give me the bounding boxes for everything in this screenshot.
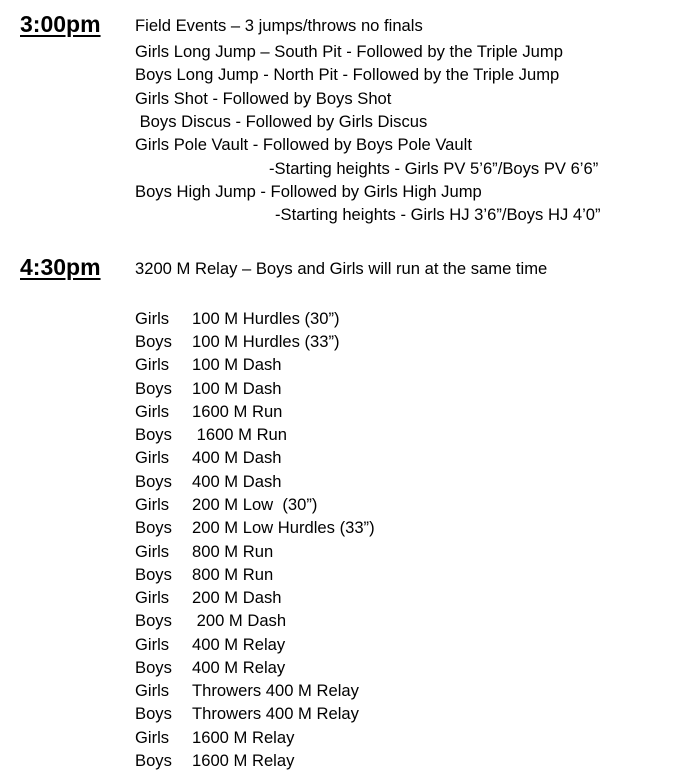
event-gender: Boys [135, 472, 172, 491]
event-name: 400 M Dash [192, 472, 282, 491]
event-name: 800 M Run [192, 565, 274, 584]
event-name: 800 M Run [192, 542, 274, 561]
event-row [135, 518, 375, 538]
event-name: 400 M Relay [192, 635, 286, 654]
field-event-line: Girls Pole Vault - Followed by Boys Pole Vault [135, 135, 472, 154]
event-gender: Girls [135, 635, 170, 654]
event-gender: Boys [135, 332, 172, 351]
event-gender: Girls [135, 588, 170, 607]
event-name: 400 M Dash [192, 448, 282, 467]
event-row [135, 611, 286, 631]
event-name: 200 M Low Hurdles (33”) [192, 518, 375, 537]
event-gender: Girls [135, 448, 170, 467]
event-row [135, 402, 282, 422]
relay-header: 3200 M Relay – Boys and Girls will run at the same time [135, 259, 548, 278]
event-row [135, 425, 287, 445]
field-event-line: Boys Long Jump - North Pit - Followed by the Triple Jump [135, 65, 560, 84]
event-row [135, 472, 281, 492]
time-430pm: 4:30pm [20, 254, 101, 280]
time-3pm: 3:00pm [20, 11, 101, 37]
event-gender: Girls [135, 542, 170, 561]
event-row [135, 565, 273, 585]
event-gender: Girls [135, 402, 170, 421]
event-name: 200 M Dash [192, 588, 282, 607]
event-gender: Girls [135, 728, 170, 747]
event-name: 200 M Dash [192, 611, 287, 630]
event-gender: Boys [135, 751, 172, 770]
field-event-line: Boys High Jump - Followed by Girls High Jump [135, 182, 482, 201]
event-row [135, 379, 281, 399]
starting-heights-pv: -Starting heights - Girls PV 5’6”/Boys PV 6’6” [269, 159, 599, 178]
field-events-header: Field Events – 3 jumps/throws no finals [135, 16, 423, 35]
event-name: 100 M Dash [192, 379, 282, 398]
event-name: 100 M Hurdles (30”) [192, 309, 340, 328]
event-gender: Boys [135, 658, 172, 677]
event-name: 1600 M Run [192, 402, 283, 421]
event-name: 100 M Hurdles (33”) [192, 332, 340, 351]
event-gender: Boys [135, 611, 172, 630]
event-row [135, 728, 294, 748]
event-row [135, 751, 294, 771]
event-row [135, 704, 359, 724]
event-gender: Girls [135, 309, 170, 328]
event-name: 1600 M Relay [192, 751, 295, 770]
event-name: 400 M Relay [192, 658, 286, 677]
event-gender: Boys [135, 518, 172, 537]
event-gender: Boys [135, 704, 172, 723]
event-row [135, 495, 317, 515]
starting-heights-hj: -Starting heights - Girls HJ 3’6”/Boys HJ 4’0” [275, 205, 601, 224]
event-name: 1600 M Run [192, 425, 288, 444]
event-gender: Boys [135, 425, 172, 444]
event-gender: Boys [135, 565, 172, 584]
event-name: 200 M Low (30”) [192, 495, 318, 514]
field-event-line: Girls Shot - Followed by Boys Shot [135, 89, 392, 108]
event-name: Throwers 400 M Relay [192, 681, 359, 700]
event-row [135, 332, 340, 352]
event-row [135, 681, 359, 701]
event-row [135, 309, 340, 329]
event-row [135, 635, 285, 655]
event-name: Throwers 400 M Relay [192, 704, 359, 723]
event-name: 100 M Dash [192, 355, 282, 374]
event-row [135, 448, 281, 468]
event-row [135, 658, 285, 678]
field-event-line: Girls Long Jump – South Pit - Followed by the Triple Jump [135, 42, 563, 61]
event-gender: Girls [135, 355, 170, 374]
event-gender: Boys [135, 379, 172, 398]
event-name: 1600 M Relay [192, 728, 295, 747]
event-gender: Girls [135, 495, 170, 514]
event-row [135, 355, 281, 375]
event-row [135, 542, 273, 562]
field-event-line: Boys Discus - Followed by Girls Discus [135, 112, 428, 131]
event-row [135, 588, 281, 608]
event-gender: Girls [135, 681, 170, 700]
